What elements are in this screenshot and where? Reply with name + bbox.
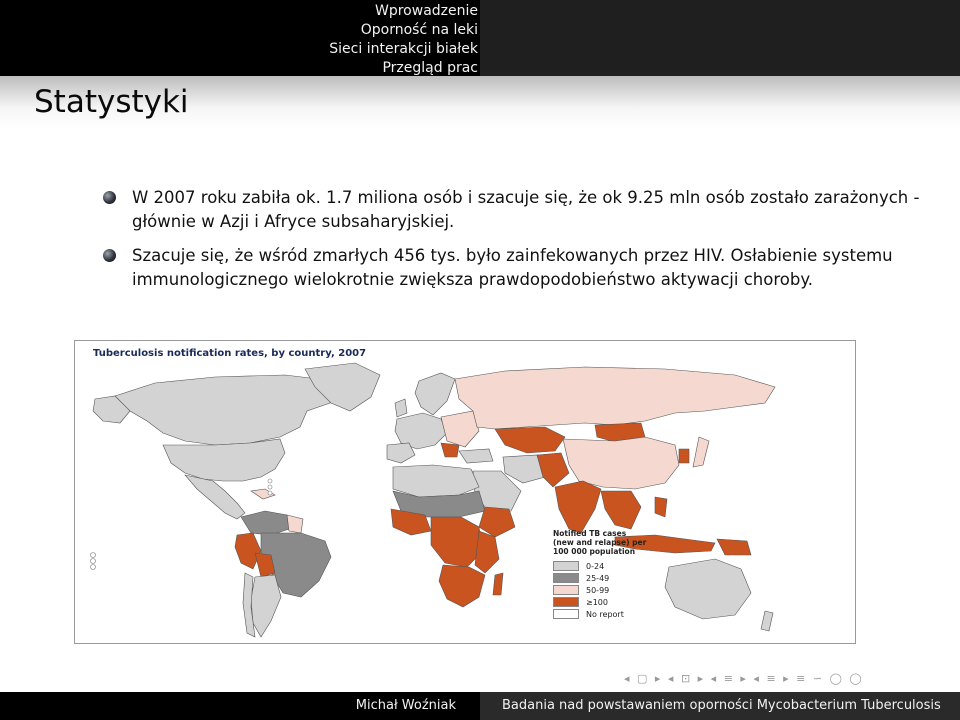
map-legend	[553, 529, 683, 620]
map-region-usa	[163, 439, 285, 481]
map-region-east-africa	[475, 531, 499, 573]
nav-section-opornosc[interactable]: Oporność na leki	[360, 22, 478, 38]
legend-swatch	[553, 609, 579, 619]
tb-notification-map-figure	[74, 340, 856, 644]
bullet-item	[96, 244, 926, 292]
section-navigation	[300, 2, 478, 78]
map-region-central-africa	[431, 517, 483, 567]
legend-title-line: 100 000 population	[553, 547, 636, 556]
map-region-uk	[395, 399, 407, 417]
slide-header	[0, 0, 960, 129]
map-region-mexico	[185, 475, 245, 519]
map-region-korea	[679, 449, 689, 463]
legend-label: 25-49	[586, 573, 610, 583]
legend-swatch	[553, 597, 579, 607]
bullet-text: W 2007 roku zabiła ok. 1.7 miliona osób i szacuje się, że ok 9.25 mln osób zostało zarażonych - głównie w Azji i Afryce subsaharyjskiej.	[132, 188, 920, 231]
inset-marker	[91, 565, 96, 570]
map-region-southeast-asia	[601, 491, 641, 529]
map-region-scandinavia	[415, 373, 455, 415]
map-region-canada	[115, 375, 335, 445]
legend-label: No report	[586, 609, 624, 619]
legend-label: 0-24	[586, 561, 605, 571]
footer-author: Michał Woźniak	[355, 698, 456, 713]
legend-title	[553, 529, 683, 556]
inset-marker	[268, 479, 272, 483]
inset-marker	[91, 553, 96, 558]
map-region-russia	[455, 367, 775, 429]
map-region-iberia	[387, 443, 415, 463]
map-region-papua	[717, 539, 751, 555]
map-title: Tuberculosis notification rates, by country, 2007	[93, 348, 367, 359]
nav-section-przeglad[interactable]: Przegląd prac	[382, 60, 478, 76]
map-region-argentina	[251, 575, 281, 637]
inset-marker	[268, 491, 272, 495]
map-region-eastern-europe	[441, 411, 479, 447]
footer-right	[480, 692, 960, 720]
legend-item	[553, 584, 683, 596]
inset-marker	[268, 485, 272, 489]
legend-label: 50-99	[586, 585, 610, 595]
bullet-ball-icon	[103, 249, 116, 262]
world-map	[75, 341, 855, 643]
legend-swatch	[553, 585, 579, 595]
nav-bar-right	[480, 0, 960, 76]
footer-presentation-title: Badania nad powstawaniem oporności Mycobacterium Tuberculosis	[502, 698, 941, 713]
bullet-ball-icon	[103, 191, 116, 204]
bullet-text: Szacuje się, że wśród zmarłych 456 tys. było zainfekowanych przez HIV. Osłabienie systemu immunologicznego wielokrotnie zwiększa prawdopodobieństwo aktywacji choroby.	[132, 246, 893, 289]
beamer-navigation-symbols[interactable]: ◂ ▢ ▸ ◂ ⊡ ▸ ◂ ≡ ▸ ◂ ≡ ▸ ≡ ∽ ◯ ◯	[624, 672, 864, 685]
map-region-colombia-venezuela	[241, 511, 289, 535]
legend-item	[553, 608, 683, 620]
map-region-peru	[235, 533, 261, 569]
inset-marker	[91, 559, 96, 564]
footer-left	[0, 692, 480, 720]
legend-title-line: (new and relapse) per	[553, 538, 647, 547]
legend-title-line: Notified TB cases	[553, 529, 627, 538]
map-region-kazakhstan	[495, 427, 565, 453]
map-region-turkey	[459, 449, 493, 463]
nav-section-sieci[interactable]: Sieci interakcji białek	[329, 41, 478, 57]
legend-item	[553, 596, 683, 608]
map-region-japan	[693, 437, 709, 467]
bullet-list	[96, 186, 926, 302]
slide-title: Statystyki	[34, 84, 189, 120]
legend-item	[553, 560, 683, 572]
slide-footer	[0, 692, 960, 720]
map-region-guianas	[287, 515, 303, 533]
map-region-afghanistan-pakistan	[537, 453, 569, 487]
legend-swatch	[553, 573, 579, 583]
map-region-horn-of-africa	[479, 507, 515, 537]
legend-label: ≥100	[586, 597, 608, 607]
map-region-china	[563, 437, 679, 489]
legend-swatch	[553, 561, 579, 571]
nav-section-wprowadzenie[interactable]: Wprowadzenie	[375, 3, 478, 19]
bullet-item	[96, 186, 926, 234]
map-region-balkans	[441, 443, 459, 457]
map-region-north-africa	[393, 465, 479, 497]
map-region-madagascar	[493, 573, 503, 595]
map-region-india	[555, 481, 601, 533]
map-region-southern-africa	[439, 565, 485, 607]
legend-item	[553, 572, 683, 584]
map-region-philippines	[655, 497, 667, 517]
map-region-new-zealand	[761, 611, 773, 631]
